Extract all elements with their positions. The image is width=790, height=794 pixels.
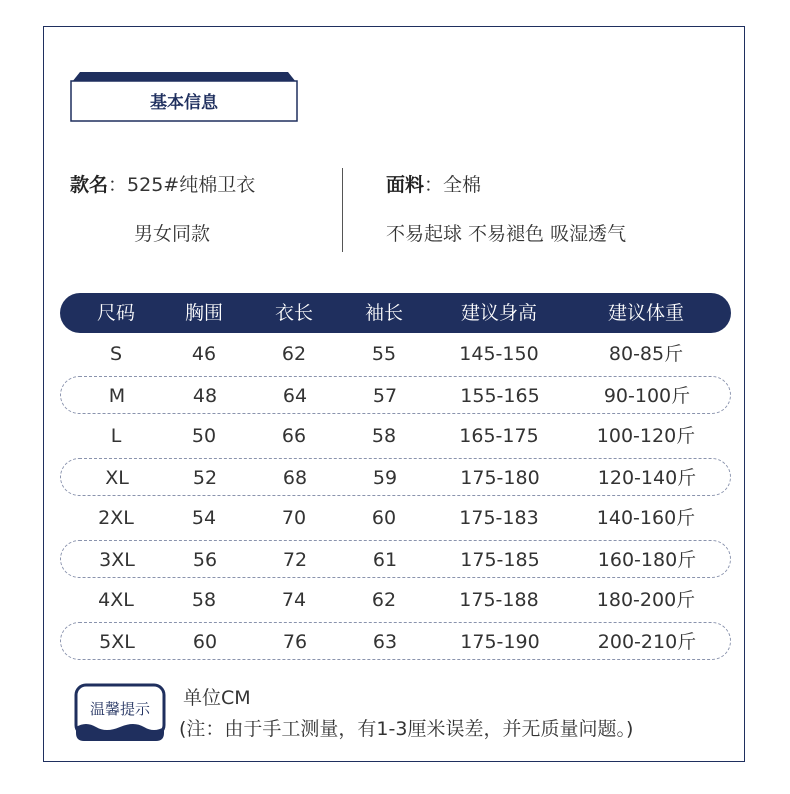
cell-size: 4XL	[98, 589, 134, 611]
cell-chest: 46	[191, 343, 217, 365]
cell-chest: 58	[191, 589, 217, 611]
cell-chest: 54	[191, 507, 217, 529]
cell-weight: 160-180斤	[597, 549, 697, 571]
cell-height: 165-175	[459, 425, 539, 447]
section-title: 基本信息	[150, 93, 218, 113]
cell-height: 175-183	[459, 507, 539, 529]
tip-badge	[74, 683, 166, 743]
table-row	[60, 622, 731, 660]
cell-weight: 120-140斤	[597, 467, 697, 489]
fabric-note: 不易起球 不易褪色 吸湿透气	[386, 223, 627, 245]
cell-length: 68	[282, 467, 308, 489]
cell-size: 2XL	[98, 507, 134, 529]
cell-length: 74	[281, 589, 307, 611]
table-row	[60, 335, 731, 373]
cell-height: 155-165	[460, 385, 540, 407]
cell-weight: 90-100斤	[603, 385, 691, 407]
cell-sleeve: 59	[372, 467, 398, 489]
cell-sleeve: 61	[372, 549, 398, 571]
tip-badge-label: 温馨提示	[89, 700, 150, 718]
table-row	[60, 458, 731, 496]
header-size: 尺码	[96, 302, 135, 324]
cell-size: M	[108, 385, 126, 407]
style-value: 525#纯棉卫衣	[127, 174, 256, 196]
cell-weight: 100-120斤	[596, 425, 696, 447]
cell-sleeve: 60	[371, 507, 397, 529]
cell-length: 64	[282, 385, 308, 407]
cell-weight: 140-160斤	[596, 507, 696, 529]
style-separator: ：	[108, 174, 128, 196]
cell-chest: 48	[192, 385, 218, 407]
fabric-line	[386, 170, 481, 197]
cell-length: 76	[282, 631, 308, 653]
info-divider	[342, 168, 343, 252]
header-height: 建议身高	[460, 302, 537, 324]
cell-height: 175-188	[459, 589, 539, 611]
cell-sleeve: 58	[371, 425, 397, 447]
fabric-value: 全棉	[443, 174, 482, 196]
table-row	[60, 376, 731, 414]
cell-sleeve: 62	[371, 589, 397, 611]
cell-weight: 180-200斤	[596, 589, 696, 611]
cell-sleeve: 55	[371, 343, 397, 365]
table-row	[60, 581, 731, 619]
style-name-line	[70, 170, 255, 197]
header-sleeve: 袖长	[364, 302, 403, 324]
cell-chest: 56	[192, 549, 218, 571]
table-row	[60, 499, 731, 537]
cell-length: 62	[281, 343, 307, 365]
cell-length: 70	[281, 507, 307, 529]
cell-sleeve: 57	[372, 385, 398, 407]
measurement-note: (注：由于手工测量，有1-3厘米误差，并无质量问题。)	[179, 718, 634, 740]
cell-size: L	[110, 425, 122, 447]
cell-height: 175-185	[460, 549, 540, 571]
section-tag	[70, 72, 298, 122]
fabric-label: 面料	[386, 174, 425, 196]
style-label: 款名	[70, 174, 109, 196]
size-table-header	[60, 293, 731, 333]
cell-weight: 80-85斤	[608, 343, 684, 365]
cell-height: 175-190	[460, 631, 540, 653]
table-row	[60, 417, 731, 455]
cell-chest: 52	[192, 467, 218, 489]
header-chest: 胸围	[184, 302, 223, 324]
cell-length: 66	[281, 425, 307, 447]
cell-size: S	[109, 343, 123, 365]
style-note: 男女同款	[134, 223, 211, 245]
cell-size: 5XL	[99, 631, 135, 653]
header-weight: 建议体重	[607, 302, 684, 324]
unit-text: 单位CM	[183, 687, 251, 709]
fabric-separator: ：	[424, 174, 444, 196]
cell-height: 175-180	[460, 467, 540, 489]
cell-length: 72	[282, 549, 308, 571]
cell-weight: 200-210斤	[597, 631, 697, 653]
cell-chest: 50	[191, 425, 217, 447]
cell-size: 3XL	[99, 549, 135, 571]
cell-chest: 60	[192, 631, 218, 653]
cell-size: XL	[105, 467, 129, 489]
table-row	[60, 540, 731, 578]
header-length: 衣长	[274, 302, 313, 324]
cell-height: 145-150	[459, 343, 539, 365]
cell-sleeve: 63	[372, 631, 398, 653]
